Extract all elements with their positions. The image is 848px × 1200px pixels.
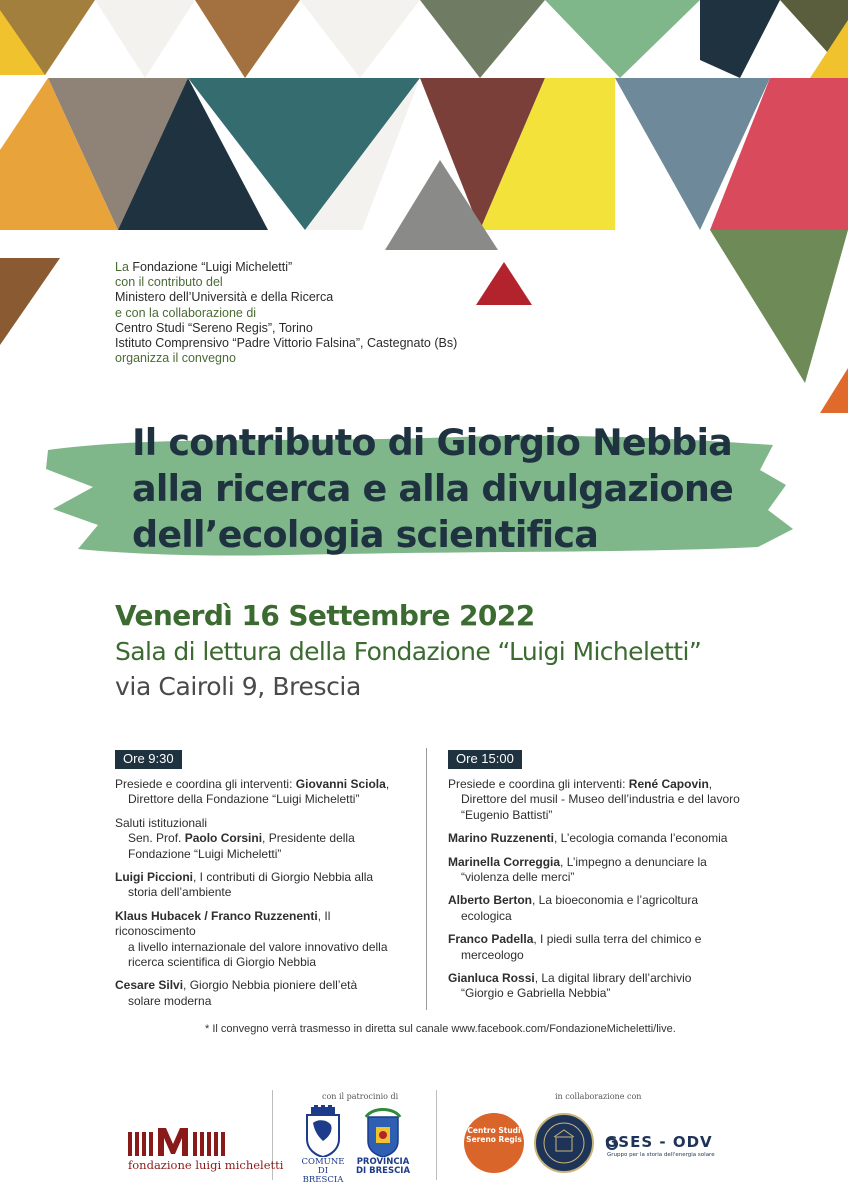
program-item: Alberto Berton, La bioeconomia e l’agricoltura ecologica	[448, 893, 699, 923]
micheletti-logo-icon	[128, 1128, 228, 1156]
event-date: Venerdì 16 Settembre 2022	[115, 599, 535, 632]
patrocinio-label: con il patrocinio di	[322, 1092, 399, 1101]
program-item: Cesare Silvi, Giorgio Nebbia pioniere dell’età solare moderna	[115, 978, 358, 1008]
tri-navy-top	[700, 0, 780, 78]
program-item: Luigi Piccioni, I contributi di Giorgio Nebbia alla storia dell’ambiente	[115, 870, 374, 900]
tri-green-top	[545, 0, 700, 78]
program-item: Saluti istituzionali Sen. Prof. Paolo Corsini, Presidente della Fondazione “Luigi Micheletti”	[115, 815, 355, 861]
morning-program	[115, 750, 405, 1017]
tri-white-top1	[95, 0, 195, 78]
program-item: Marino Ruzzenenti, L’ecologia comanda l’economia	[448, 831, 728, 846]
intro-line-3: Ministero dell’Università e della Ricerca	[115, 290, 334, 305]
comune-brescia-crest-icon	[303, 1105, 343, 1157]
program-item: Gianluca Rossi, La digital library dell’archivio “Giorgio e Gabriella Nebbia”	[448, 971, 692, 1001]
sereno-regis-logo: Centro Studi Sereno Regis	[464, 1113, 524, 1173]
afternoon-program	[448, 750, 748, 1010]
school-emblem-icon	[536, 1115, 592, 1171]
gses-logo-text: GSES - ODV	[605, 1133, 713, 1151]
photo-tile-circuit	[420, 0, 545, 78]
intro-block	[115, 260, 535, 366]
title-line-2: alla ricerca e alla divulgazione	[132, 467, 733, 510]
intro-line-1: La Fondazione “Luigi Micheletti”	[115, 260, 293, 274]
streaming-note: * Il convegno verrà trasmesso in diretta sul canale www.facebook.com/FondazioneMicheletti/live.	[205, 1023, 676, 1035]
program-item: Franco Padella, I piedi sulla terra del chimico e merceologo	[448, 932, 702, 962]
column-divider	[426, 748, 427, 1010]
program-item: Presiede e coordina gli interventi: Giovanni Sciola, Direttore della Fondazione “Luigi Micheletti”	[115, 777, 390, 807]
title-line-1: Il contributo di Giorgio Nebbia	[132, 421, 733, 464]
tri-white-top2	[300, 0, 420, 78]
intro-line-2: con il contributo del	[115, 275, 223, 290]
provincia-brescia-crest-icon	[362, 1105, 404, 1157]
gses-subtitle: Gruppo per la storia dell'energia solare	[607, 1152, 715, 1158]
program-item: Presiede e coordina gli interventi: René Capovin, Direttore del musil - Museo dell’industria e del lavoro “Eugenio Battisti”	[448, 777, 740, 822]
photo-tile-wind	[710, 230, 848, 383]
event-details	[115, 598, 701, 704]
collaborazione-label: in collaborazione con	[555, 1092, 642, 1101]
morning-time-badge: Ore 9:30	[115, 750, 182, 769]
provincia-brescia-label: PROVINCIA DI BRESCIA	[355, 1157, 411, 1176]
afternoon-time-badge: Ore 15:00	[448, 750, 522, 769]
event-address: via Cairoli 9, Brescia	[115, 672, 361, 701]
istituto-falsina-logo	[534, 1113, 594, 1173]
intro-line-6: Istituto Comprensivo “Padre Vittorio Falsina”, Castegnato (Bs)	[115, 336, 458, 351]
photo-tile-wood	[0, 258, 60, 345]
event-venue: Sala di lettura della Fondazione “Luigi Micheletti”	[115, 637, 702, 666]
program-item: Marinella Correggia, L’impegno a denunciare la “violenza delle merci”	[448, 854, 707, 885]
micheletti-logo-text: fondazione luigi micheletti	[128, 1158, 284, 1172]
intro-line-4: e con la collaborazione di	[115, 305, 257, 320]
title-line-3: dell’ecologia scientifica	[132, 513, 599, 556]
comune-brescia-label: COMUNE DI BRESCIA	[301, 1157, 345, 1185]
program-item: Klaus Hubacek / Franco Ruzzenenti, Il riconoscimento a livello internazionale del valore innovativo della ricerca scientifica di Giorgio Nebbia	[115, 908, 388, 970]
intro-line-5: Centro Studi “Sereno Regis”, Torino	[115, 320, 313, 335]
photo-tile-soy	[195, 0, 300, 78]
event-title	[132, 420, 782, 558]
footer-divider-2	[436, 1090, 437, 1180]
intro-line-7: organizza il convegno	[115, 351, 236, 366]
tri-orange-small	[820, 368, 848, 413]
